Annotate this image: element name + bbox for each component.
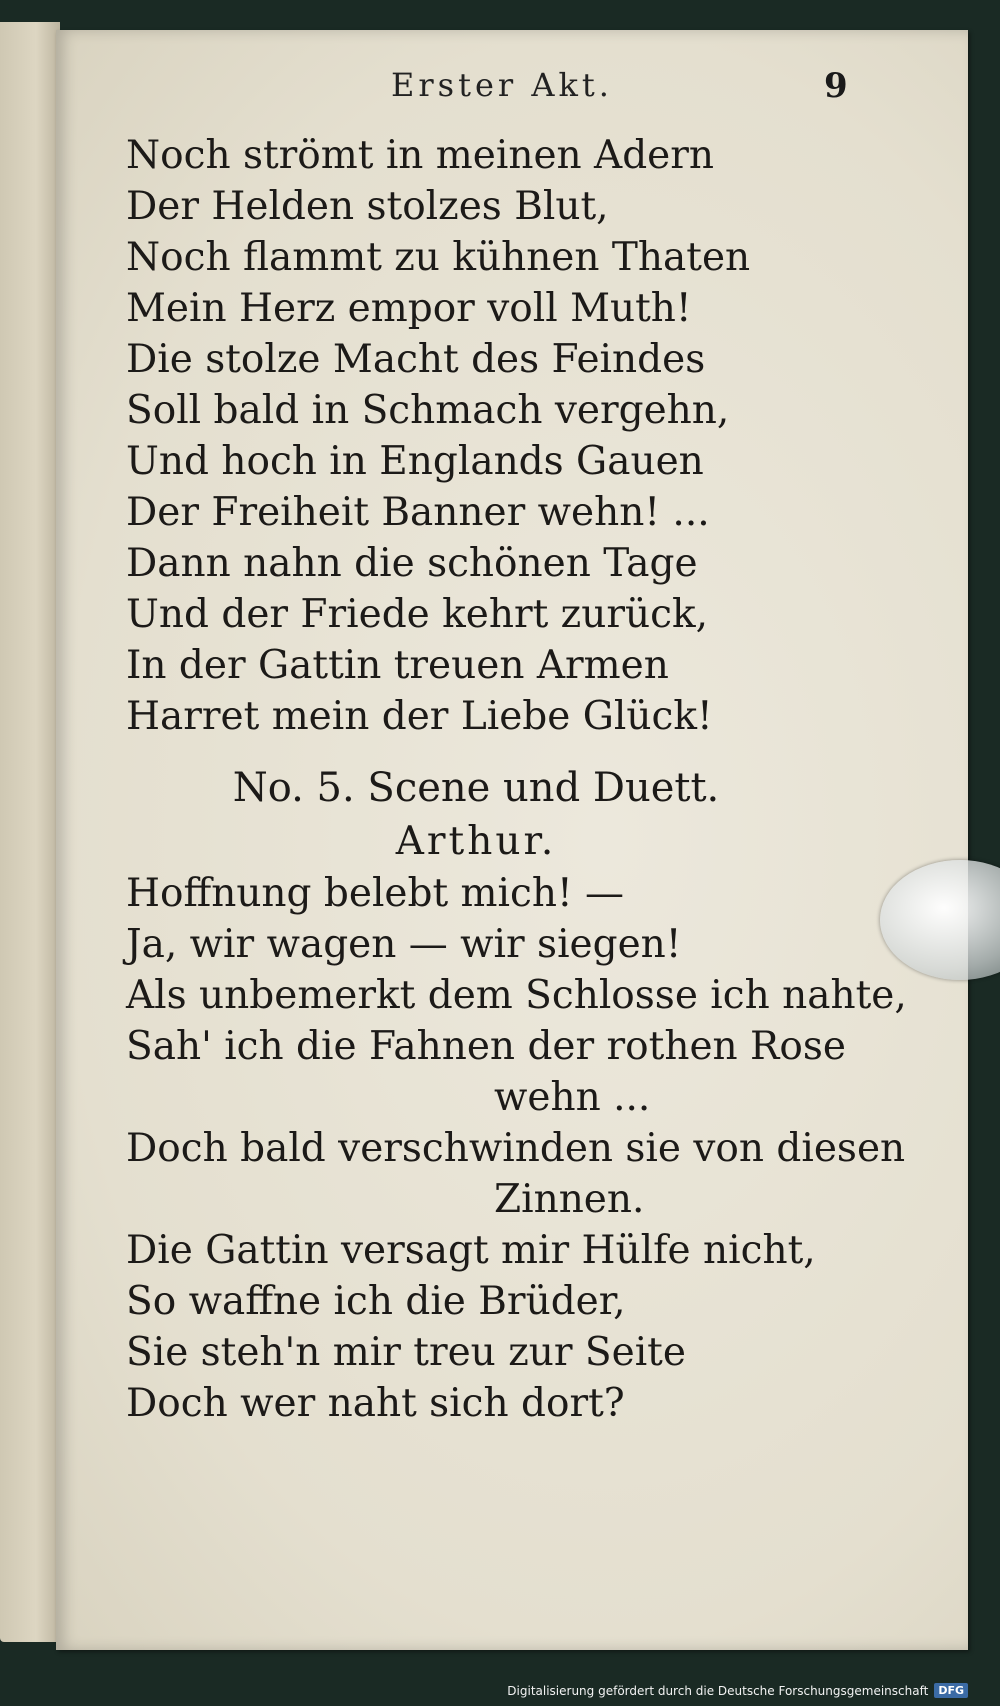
verse-line: Und hoch in Englands Gauen [126, 439, 704, 484]
dialogue-line: Doch wer naht sich dort? [126, 1381, 625, 1426]
verse-line: Und der Friede kehrt zurück, [126, 592, 708, 637]
page-number: 9 [824, 66, 848, 106]
verse-line: Der Freiheit Banner wehn! ... [126, 490, 710, 535]
dialogue-line: Sie steh'n mir treu zur Seite [126, 1330, 686, 1375]
speaker-name: Arthur. [395, 819, 557, 864]
verse-line: Der Helden stolzes Blut, [126, 184, 609, 229]
page-header [56, 66, 968, 116]
dialogue-line: Als unbemerkt dem Schlosse ich nahte, [126, 973, 907, 1018]
section-heading: No. 5. Scene und Duett. [232, 765, 720, 811]
digitization-credit [507, 1683, 968, 1698]
verse-line: Dann nahn die schönen Tage [126, 541, 698, 586]
credit-text: Digitalisierung gefördert durch die Deutsche Forschungsgemeinschaft [507, 1683, 929, 1698]
dialogue-line: Die Gattin versagt mir Hülfe nicht, [126, 1228, 816, 1273]
dialogue-line: Ja, wir wagen — wir siegen! [126, 922, 682, 967]
verse-line: In der Gattin treuen Armen [126, 643, 669, 688]
dialogue-line: Sah' ich die Fahnen der rothen Rose [126, 1024, 846, 1069]
verse-line: Soll bald in Schmach vergehn, [126, 388, 730, 433]
verse-line: Noch strömt in meinen Adern [126, 133, 715, 178]
dialogue-line-continuation: Zinnen. [494, 1177, 645, 1222]
dialogue-line: Doch bald verschwinden sie von diesen [126, 1126, 906, 1171]
verse-line: Mein Herz empor voll Muth! [126, 286, 692, 331]
running-head: Erster Akt. [391, 66, 613, 104]
dialogue-line: Hoffnung belebt mich! — [126, 871, 625, 916]
verse-line: Harret mein der Liebe Glück! [126, 694, 713, 739]
dialogue-line: So waffne ich die Brüder, [126, 1279, 626, 1324]
verse-line: Die stolze Macht des Feindes [126, 337, 706, 382]
verse-line: Noch flammt zu kühnen Thaten [126, 235, 751, 280]
dfg-logo: DFG [934, 1683, 968, 1698]
book-page [56, 30, 968, 1650]
dialogue-line-continuation: wehn ... [494, 1075, 651, 1120]
page-text [126, 130, 916, 1429]
left-page-edge [0, 22, 60, 1642]
